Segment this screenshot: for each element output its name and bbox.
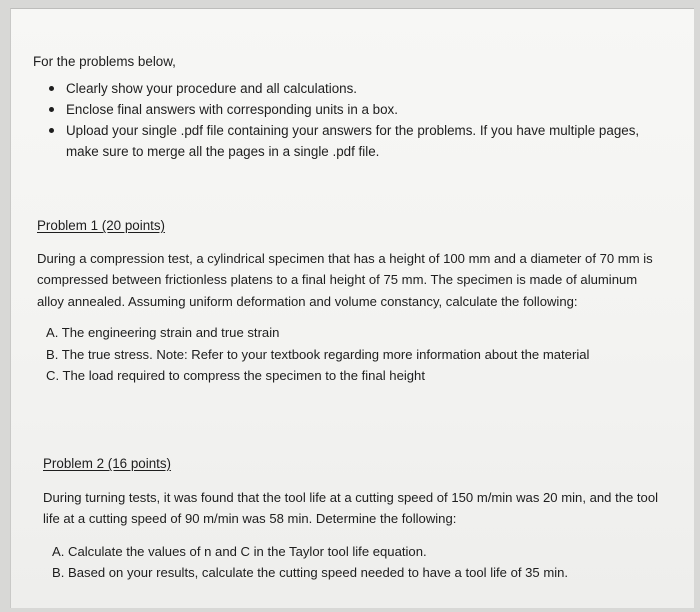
problem-2-text: During turning tests, it was found that the tool life at a cutting speed of 150 m/min was 20 min, and the tool life at a cutting speed of 90 m/min was 58 min. Determine the following: [43, 489, 659, 526]
problem-part-item: A. Calculate the values of n and C in the Taylor tool life equation. [52, 543, 427, 559]
problem-part-item: C. The load required to compress the specimen to the final height [46, 368, 425, 383]
problem-1-text: During a compression test, a cylindrical specimen that has a height of 100 mm and a diameter of 70 mm is compressed between frictionless platens to a final height of 75 mm. The specimen is made of aluminum alloy annealed. Assuming uniform deformation and volume constancy, calculate the following: [37, 250, 653, 309]
problem-1-title: Problem 1 (20 points) [37, 218, 166, 233]
document-page [10, 8, 694, 608]
problem-1-section [37, 215, 667, 387]
problem-part-item: B. The true stress. Note: Refer to your textbook regarding more information about the material [46, 346, 590, 362]
problem-2-section [43, 453, 673, 584]
instruction-item: Enclose final answers with corresponding units in a box. [33, 99, 673, 120]
problem-part-item: A. The engineering strain and true strain [46, 325, 280, 340]
instruction-item: Upload your single .pdf file containing your answers for the problems. If you have multiple pages, make sure to merge all the pages in a single .pdf file. [33, 120, 673, 162]
problem-2-title: Problem 2 (16 points) [43, 456, 172, 471]
problem-1-parts [37, 322, 667, 387]
problem-part-item: B. Based on your results, calculate the cutting speed needed to have a tool life of 35 min. [52, 565, 569, 580]
problem-2-parts [43, 541, 673, 584]
instructions-lead: For the problems below, [33, 54, 176, 69]
instruction-item: Clearly show your procedure and all calculations. [33, 78, 673, 99]
instructions-section [33, 51, 673, 162]
instructions-list [33, 78, 673, 162]
